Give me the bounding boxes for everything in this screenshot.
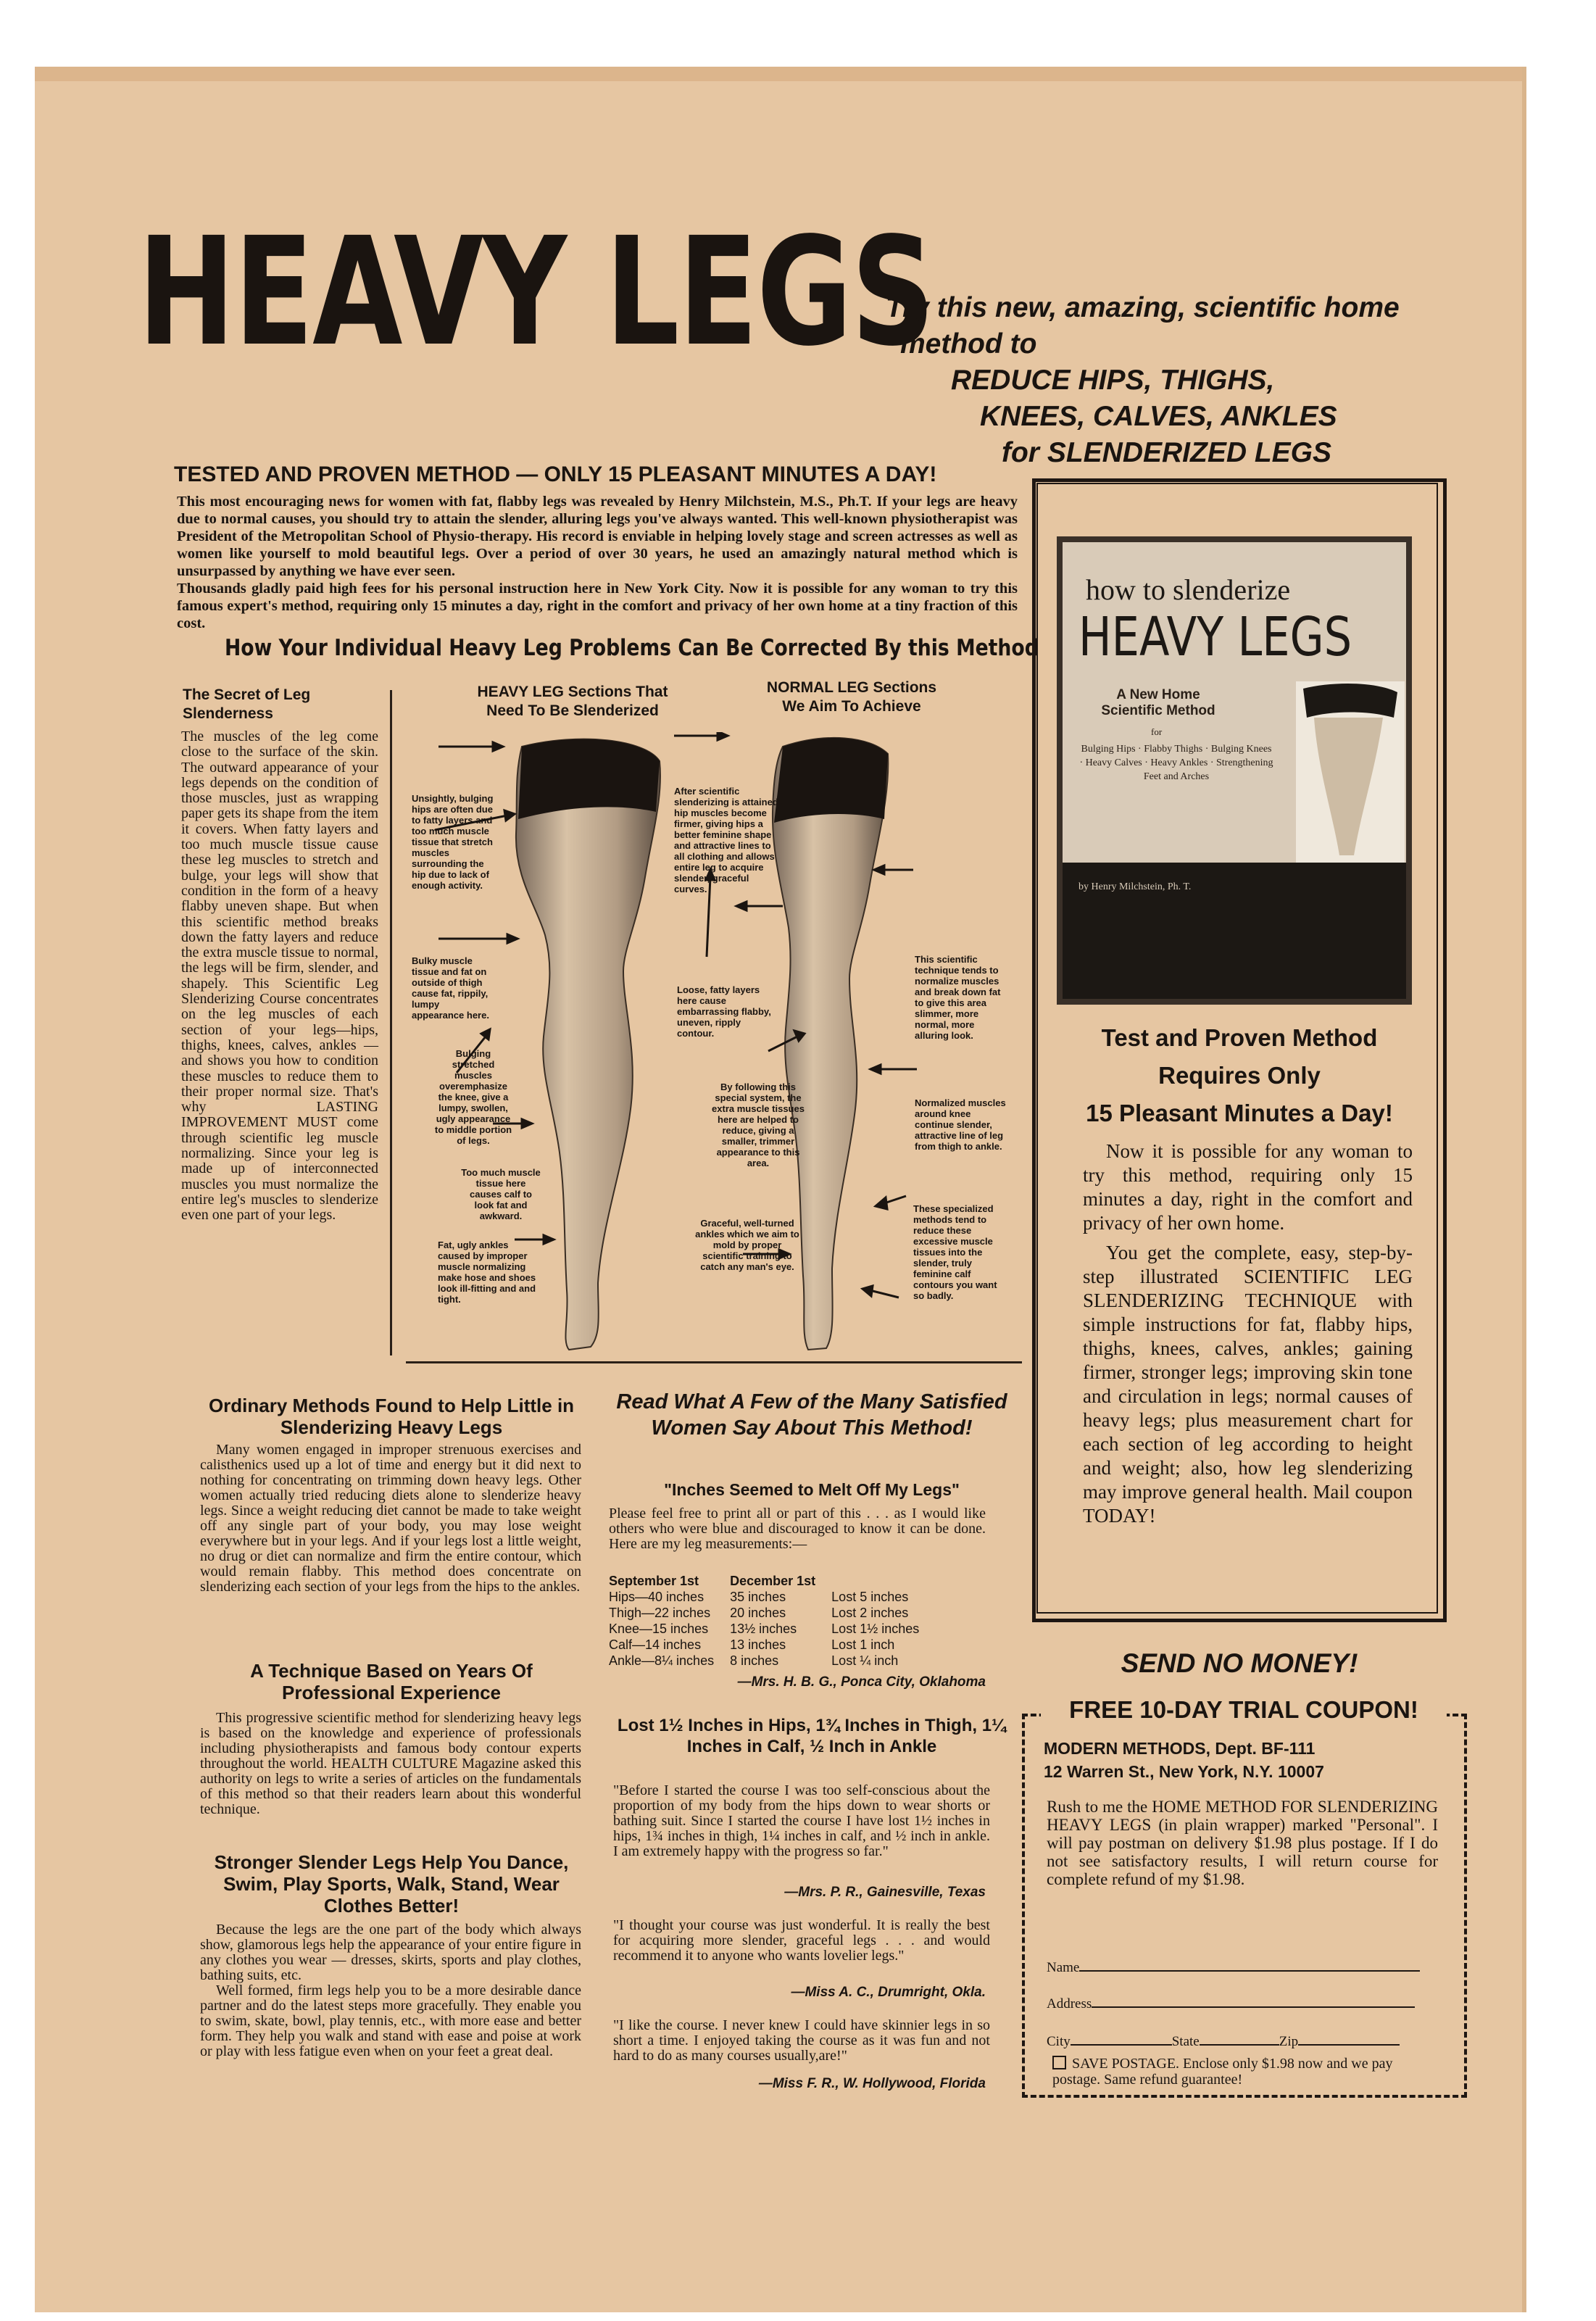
measurement-table [609,1573,935,1669]
testimonial-quote: "I like the course. I never knew I could have skinnier legs in so short a time. I enjoyed taking the course as it was fun and not hard to do as many courses usually,are!" [613,2017,990,2064]
testimonial-title: "Inches Seemed to Melt Off My Legs" [664,1480,960,1499]
table-cell: Hips—40 inches [609,1590,705,1604]
table-row [609,1621,935,1637]
table-header: December 1st [730,1574,816,1588]
secret-heading: The Secret of Leg Slenderness [183,686,311,722]
save-postage-option[interactable] [1052,2056,1444,2088]
callout-note: By following this special system, the extra muscle tissues here are helped to reduce, giving a smaller, trimmer appearance to this area. [712,1081,805,1168]
table-row [609,1653,935,1669]
address-label: Address [1047,1996,1092,2011]
table-cell: Thigh—22 inches [609,1606,711,1620]
city-field[interactable] [1047,2034,1438,2050]
testimonial-signature: —Miss A. C., Drumright, Okla. [791,1985,986,2000]
offer-heading [1051,1019,1428,1132]
stronger-legs-body [200,1922,581,2059]
body-paragraph: Because the legs are the one part of the body which always show, glamorous legs help the appearance of your entire figure in any clothes you wear — dresses, skirts, sports and play clothes, bathing suits, etc. [200,1922,581,1983]
offer-body [1083,1139,1413,1534]
callout-note: Unsightly, bulging hips are often due to fatty layers and too much muscle tissue that stretch muscles surrounding the hip due to lack of enough activity. [412,793,494,891]
address-line[interactable] [1092,2006,1415,2008]
tagline-line: KNEES, CALVES, ANKLES [980,401,1337,432]
coupon-address-line: MODERN METHODS, Dept. BF-111 [1044,1739,1316,1758]
testimonial-quote: "Before I started the course I was too self-conscious about the proportion of my body from the hips down to wear shorts or bathing suit. Since I started the course I have lost 1½ inches in hips, 1¾ inches in thigh, 1¼ inches in calf, and ½ inch in ankle. I am extremely happy with the progress so far." [613,1782,990,1859]
table-cell: Lost 2 inches [831,1606,909,1620]
normal-leg-heading: NORMAL LEG Sections We Aim To Achieve [766,679,937,715]
table-cell: 13 inches [730,1637,786,1652]
send-no-money: SEND NO MONEY! [1121,1648,1358,1678]
book-list: Bulging Hips · Flabby Thighs · Bulging Knees · Heavy Calves · Heavy Ankles · Strengthening Feet and Arches [1079,744,1273,782]
name-label: Name [1047,1960,1080,1975]
tagline-line: REDUCE HIPS, THIGHS, [951,365,1275,396]
name-line[interactable] [1079,1970,1420,1972]
table-cell: Lost 1½ inches [831,1622,920,1636]
testimonial-intro: Please feel free to print all or part of this . . . as I would like others who were blue and discouraged to know it can be done. Here are my leg measurements:— [609,1506,986,1552]
body-paragraph: Well formed, firm legs help you to be a more desirable dance partner and do the latest steps more gracefully. They enable you to swim, skate, bowl, play tennis, etc., with more ease and better form. They help you walk and stand with ease and poise at work or play with less fatigue even when on your feet a great deal. [200,1982,581,2059]
zip-label: Zip [1279,2034,1299,2049]
city-line[interactable] [1071,2044,1172,2046]
city-label: City [1047,2034,1071,2049]
divider-vertical [390,690,392,1355]
intro-paragraph: This most encouraging news for women with fat, flabby legs was revealed by Henry Milchstein, M.S., Ph.T. If your legs are heavy due to normal causes, you should try to attain the slender, alluring legs you've always wanted. This well-known physiotherapist was President of the Metropolitan School of Physio-therapy. His record is enviable in helping lovely stage and screen actresses as well as women like yourself to mold beautiful legs. Over a period of over 30 years, he used an amazingly natural method which is unsurpassed by anything we have ever seen. [177,494,1018,579]
book-for: for [1151,726,1163,737]
offer-paragraph: Now it is possible for any woman to try this method, requiring only 15 minutes a day, right in the comfort and privacy of her own home. [1083,1140,1413,1234]
book-cover [1057,536,1412,1005]
callout-note: Fat, ugly ankles caused by improper muscle normalizing make hose and shoes look ill-fitting and and tight. [438,1240,536,1305]
checkbox[interactable] [1052,2056,1066,2069]
state-label: State [1171,2034,1200,2049]
testimonial-signature: —Mrs. P. R., Gainesville, Texas [784,1885,986,1900]
headline: HEAVY LEGS [138,205,934,379]
body-paragraph: This progressive scientific method for slenderizing heavy legs is based on the knowledge and experience of professionals including physiotherapists and famous body contour experts throughout the world. HEALTH CULTURE Magazine asked this authority on legs to write a series of articles on the fundamentals of this method so that their readers learn about this wonderful technique. [200,1710,581,1817]
offer-heading-line: 15 Pleasant Minutes a Day! [1086,1100,1393,1126]
offer-heading-line: Test and Proven Method [1101,1024,1378,1051]
intro-text [177,493,1018,632]
technique-body [200,1711,581,1817]
table-cell: Calf—14 inches [609,1637,702,1652]
tagline-line: method to [900,328,1037,360]
coupon-title: FREE 10-DAY TRIAL COUPON! [1041,1696,1447,1724]
name-field[interactable] [1047,1960,1438,1976]
table-cell: Lost 5 inches [831,1590,909,1604]
callout-note: Normalized muscles around knee continue slender, attractive line of leg from thigh to ankle. [915,1097,1006,1152]
testimonials-heading: Read What A Few of the Many Satisfied Women Say About This Method! [616,1390,1007,1440]
table-cell: Knee—15 inches [609,1622,709,1636]
offer-paragraph: You get the complete, easy, step-by-step illustrated SCIENTIFIC LEG SLENDERIZING TECHNIQUE with simple instructions for fat, flabby hips, thighs, knees, calves, ankles; gaining firmer, stronger legs; improving skin tone and circulation in legs; normal causes of heavy legs; plus measurement chart for each section of leg according to height and weight; also, how leg slenderizing may improve general health. Mail coupon TODAY! [1083,1242,1413,1527]
offer-heading-line: Requires Only [1158,1062,1321,1089]
zip-line[interactable] [1298,2044,1400,2046]
table-cell: 8 inches [730,1653,779,1668]
body-paragraph: Many women engaged in improper strenuous exercises and calisthenics used up a lot of time and energy but it did next to nothing for concentrating on trimming down heavy legs. Other women actually tried reducing diets alone to slenderize heavy legs. Since a weight reducing diet cannot be made to take weight off any single part of your body, you may lose weight everywhere but in your legs. And if your legs lost a little weight, no drug or diet can normalize and firm the entire contour, which would remain flabby. This method does concentrate on slenderizing each section of your legs from the hips to the ankles. [200,1442,581,1595]
table-cell: Ankle—8¼ inches [609,1653,715,1668]
address-field[interactable] [1047,1996,1438,2012]
testimonial-signature: —Mrs. H. B. G., Ponca City, Oklahoma [737,1674,986,1690]
callout-note: This scientific technique tends to normalize muscles and break down fat to give this area slimmer, more normal, more alluring look. [915,954,1001,1041]
testimonial-title: Lost 1½ Inches in Hips, 1¾ Inches in Thigh, 1¼ Inches in Calf, ½ Inch in Ankle [617,1716,1007,1756]
book-subtitle: A New Home Scientific Method [1101,687,1215,718]
callout-note: Bulging stretched muscles overemphasize the knee, give a lumpy, swollen, ugly appearance to middle portion of legs. [434,1048,512,1146]
tagline [886,290,1466,471]
table-cell: 13½ inches [730,1622,797,1636]
table-row [609,1637,935,1653]
callout-note: Too much muscle tissue here causes calf to look fat and awkward. [461,1167,541,1221]
book-title-large: HEAVY LEGS [1078,606,1352,668]
testimonial-quote: "I thought your course was just wonderful. It is really the best for acquiring more slender, graceful legs . . . and would recommend it to anyone who wants lovelier legs." [613,1917,990,1964]
coupon-address [1044,1737,1324,1783]
subheadline: TESTED AND PROVEN METHOD — ONLY 15 PLEASANT MINUTES A DAY! [174,462,937,486]
coupon-address-line: 12 Warren St., New York, N.Y. 10007 [1044,1762,1324,1781]
callout-note: After scientific slenderizing is attained, hip muscles become firmer, giving hips a better feminine shape and attractive lines to all clothing and allows entire leg to acquire slender, graceful curves. [674,786,781,894]
save-postage-text: SAVE POSTAGE. Enclose only $1.98 now and we pay postage. Same refund guarantee! [1052,2056,1393,2088]
book-author: by Henry Milchstein, Ph. T. [1078,881,1192,892]
book-title-small: how to slenderize [1086,573,1291,606]
intro-paragraph: Thousands gladly paid high fees for his personal instruction here in New York City. Now it is possible for any woman to try this famous expert's method, requiring only 15 minutes a day, right in the comfort and privacy of her own home at a tiny fraction of this cost. [177,581,1018,631]
callout-note: These specialized methods tend to reduce these excessive muscle tissues into the slender, truly feminine calf contours you want so badly. [913,1203,997,1301]
ordinary-methods-body [200,1442,581,1595]
callout-note: Graceful, well-turned ankles which we aim to mold by proper scientific training to catch any man's eye. [695,1218,799,1272]
heavy-leg-heading: HEAVY LEG Sections That Need To Be Slenderized [477,684,668,719]
state-line[interactable] [1200,2044,1279,2046]
table-cell: Lost ¼ inch [831,1653,899,1668]
callout-note: Bulky muscle tissue and fat on outside of thigh cause fat, rippily, lumpy appearance here. [412,955,489,1021]
table-header: September 1st [609,1574,699,1588]
problems-title: How Your Individual Heavy Leg Problems Can Be Corrected By this Method [225,635,1039,661]
tagline-line: Try this new, amazing, scientific home [886,292,1400,323]
coupon-body: Rush to me the HOME METHOD FOR SLENDERIZING HEAVY LEGS (in plain wrapper) marked "Personal". I will pay postman on delivery $1.98 plus postage. If I do not see satisfactory results, I will return course for complete refund of my $1.98. [1047,1798,1438,1888]
testimonial-signature: —Miss F. R., W. Hollywood, Florida [758,2076,986,2091]
table-cell: 35 inches [730,1590,786,1604]
table-row [609,1589,935,1605]
table-row [609,1605,935,1621]
secret-body: The muscles of the leg come close to the surface of the skin. The outward appearance of your legs depends on the condition of those muscles, just as wrapping paper gets its shape from the item it covers. When fatty layers and too much muscle tissue cause these leg muscles to stretch and bulge, your legs will show that condition in the form of a heavy flabby uneven shape. But when this scientific method breaks down the fatty layers and reduce the extra muscle tissue to normal, the legs will be firm, slender, and shapely. This Scientific Leg Slenderizing Course concentrates on the leg muscles of each section of your legs—hips, thighs, knees, calves, ankles — and shows you how to condition these muscles to reduce them to their proper normal size. That's why LASTING IMPROVEMENT MUST come through scientific leg muscle normalizing. Since your leg is made up of interconnected muscles you must normalize the entire leg's muscles to slenderize even one part of your legs. [181,728,378,1224]
table-header [831,1573,935,1589]
table-cell: 20 inches [730,1606,786,1620]
ordinary-methods-heading: Ordinary Methods Found to Help Little in Slenderizing Heavy Legs [208,1395,575,1438]
table-cell: Lost 1 inch [831,1637,895,1652]
callout-note: Loose, fatty layers here cause embarrassing flabby, uneven, ripply contour. [677,984,771,1039]
technique-heading: A Technique Based on Years Of Professional Experience [250,1660,533,1703]
stronger-legs-heading: Stronger Slender Legs Help You Dance, Swim, Play Sports, Walk, Stand, Wear Clothes Better! [214,1851,569,1917]
tagline-line: for SLENDERIZED LEGS [1002,437,1332,468]
